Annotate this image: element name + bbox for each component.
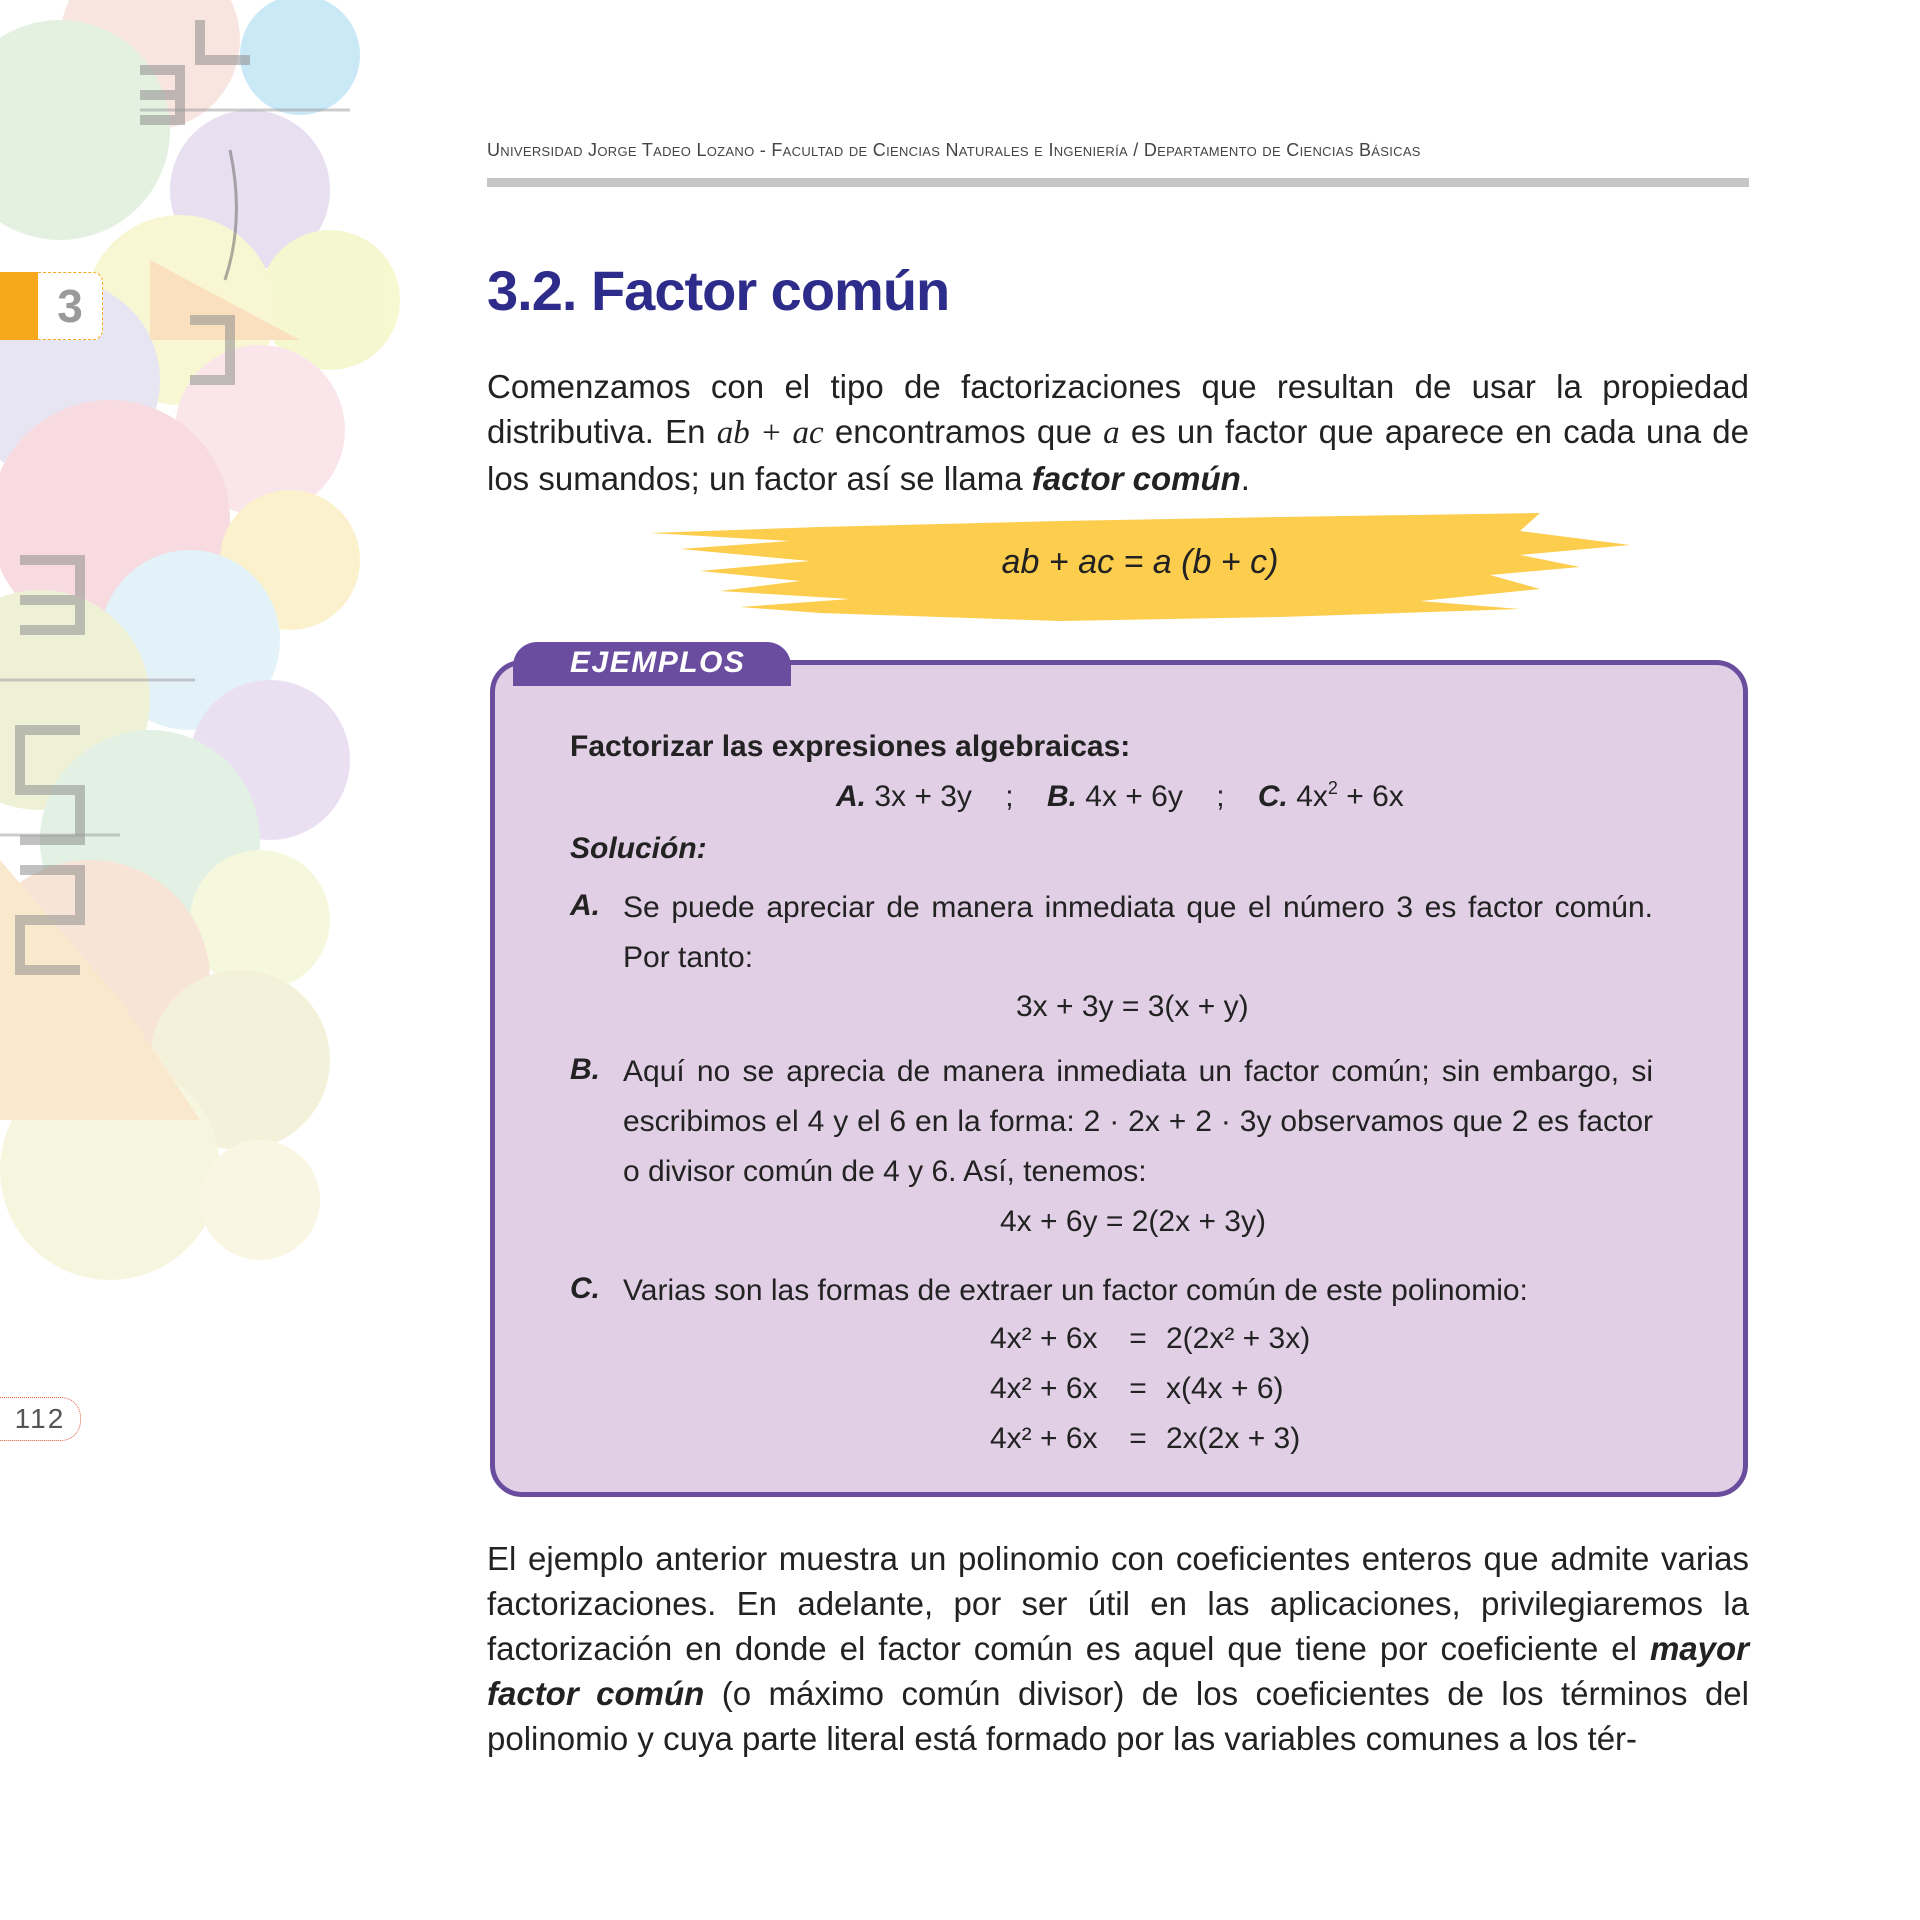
- intro-expression: ab + ac: [716, 415, 824, 451]
- separator-1: ;: [1005, 780, 1014, 813]
- page-number: 112: [0, 1397, 81, 1441]
- expr-a-label: A.: [836, 780, 866, 813]
- item-c-label: C.: [570, 1272, 600, 1305]
- item-a-text: Se puede apreciar de manera inmediata que el número 3 es factor común. Por tanto:: [623, 891, 1653, 974]
- item-c-text: Varias son las formas de extraer un factor común de este polinomio:: [623, 1274, 1528, 1307]
- row-op: =: [1129, 1372, 1147, 1405]
- chapter-tab-accent: [0, 272, 40, 340]
- item-b-equation: 4x + 6y = 2(2x + 3y): [1000, 1205, 1266, 1238]
- expr-a: 3x + 3y: [874, 780, 972, 813]
- row-lhs: 4x² + 6x: [990, 1422, 1098, 1455]
- item-b-label: B.: [570, 1053, 600, 1086]
- row-op: =: [1129, 1322, 1147, 1355]
- examples-tab: [513, 642, 791, 686]
- chapter-number: 3: [38, 272, 103, 340]
- intro-text-2: encontramos que: [823, 413, 1104, 450]
- closing-text-1: El ejemplo anterior muestra un polinomio con coeficientes enteros que admite varias factorizaciones. En adelante, por ser útil en las aplicaciones, privilegiaremos la factorización en donde el factor común es aquel que tiene por coeficiente el: [487, 1540, 1749, 1667]
- row-rhs: 2x(2x + 3): [1166, 1422, 1301, 1455]
- section-title: 3.2. Factor común: [487, 259, 950, 322]
- intro-paragraph: [487, 364, 1749, 501]
- solution-label: Solución:: [570, 832, 707, 865]
- item-b-text: Aquí no se aprecia de manera inmediata un factor común; sin embargo, si escribimos el 4 y el 6 en la forma: 2 · 2x + 2 · 3y observamos que 2 es factor o divisor común de 4 y 6. Así, tenemos:: [623, 1055, 1653, 1188]
- decorative-background-art: [0, 0, 400, 1400]
- intro-variable: a: [1103, 415, 1120, 451]
- row-lhs: 4x² + 6x: [990, 1372, 1098, 1405]
- item-c-row: [990, 1322, 1310, 1356]
- row-op: =: [1129, 1422, 1147, 1455]
- expr-c-label: C.: [1257, 780, 1288, 813]
- header-rule: [487, 178, 1749, 187]
- chapter-tab: [0, 272, 104, 340]
- factor-common-formula: ab + ac = a (b + c): [1001, 543, 1279, 581]
- intro-term: factor común: [1031, 460, 1241, 497]
- separator-2: ;: [1216, 780, 1225, 813]
- row-rhs: x(4x + 6): [1166, 1372, 1284, 1405]
- examples-lead: Factorizar las expresiones algebraicas:: [570, 730, 1131, 763]
- expr-c-exponent: 2: [1327, 778, 1338, 798]
- item-a-label: A.: [570, 889, 600, 922]
- row-lhs: 4x² + 6x: [990, 1322, 1098, 1355]
- item-a-equation: 3x + 3y = 3(x + y): [1016, 990, 1249, 1023]
- item-c-row: [990, 1422, 1300, 1456]
- closing-text-2: (o máximo común divisor) de los coeficientes de los términos del polinomio y cuya parte literal está formado por las variables comunes a los tér-: [487, 1675, 1749, 1757]
- intro-text-4: .: [1240, 460, 1250, 497]
- intro-text-3: es un factor que aparece en cada una de los sumandos; un factor así se llama: [487, 413, 1749, 497]
- expr-b-label: B.: [1046, 780, 1077, 813]
- running-head: Universidad Jorge Tadeo Lozano - Facultad de Ciencias Naturales e Ingeniería / Departamento de Ciencias Básicas: [487, 140, 1421, 160]
- highlight-formula-banner: [640, 505, 1640, 635]
- expr-c-base: 4x: [1296, 780, 1328, 813]
- examples-tab-label: EJEMPLOS: [570, 646, 746, 679]
- intro-text-1: Comenzamos con el tipo de factorizaciones que resultan de usar la propiedad distributiva. En: [487, 368, 1749, 450]
- item-c-row: [990, 1372, 1284, 1406]
- closing-term: mayor factor común: [487, 1630, 1749, 1712]
- closing-paragraph: [487, 1536, 1749, 1761]
- expr-b: 4x + 6y: [1085, 780, 1183, 813]
- exercise-expressions: [836, 778, 1404, 814]
- expr-c-rest: + 6x: [1337, 780, 1404, 813]
- row-rhs: 2(2x² + 3x): [1166, 1322, 1311, 1355]
